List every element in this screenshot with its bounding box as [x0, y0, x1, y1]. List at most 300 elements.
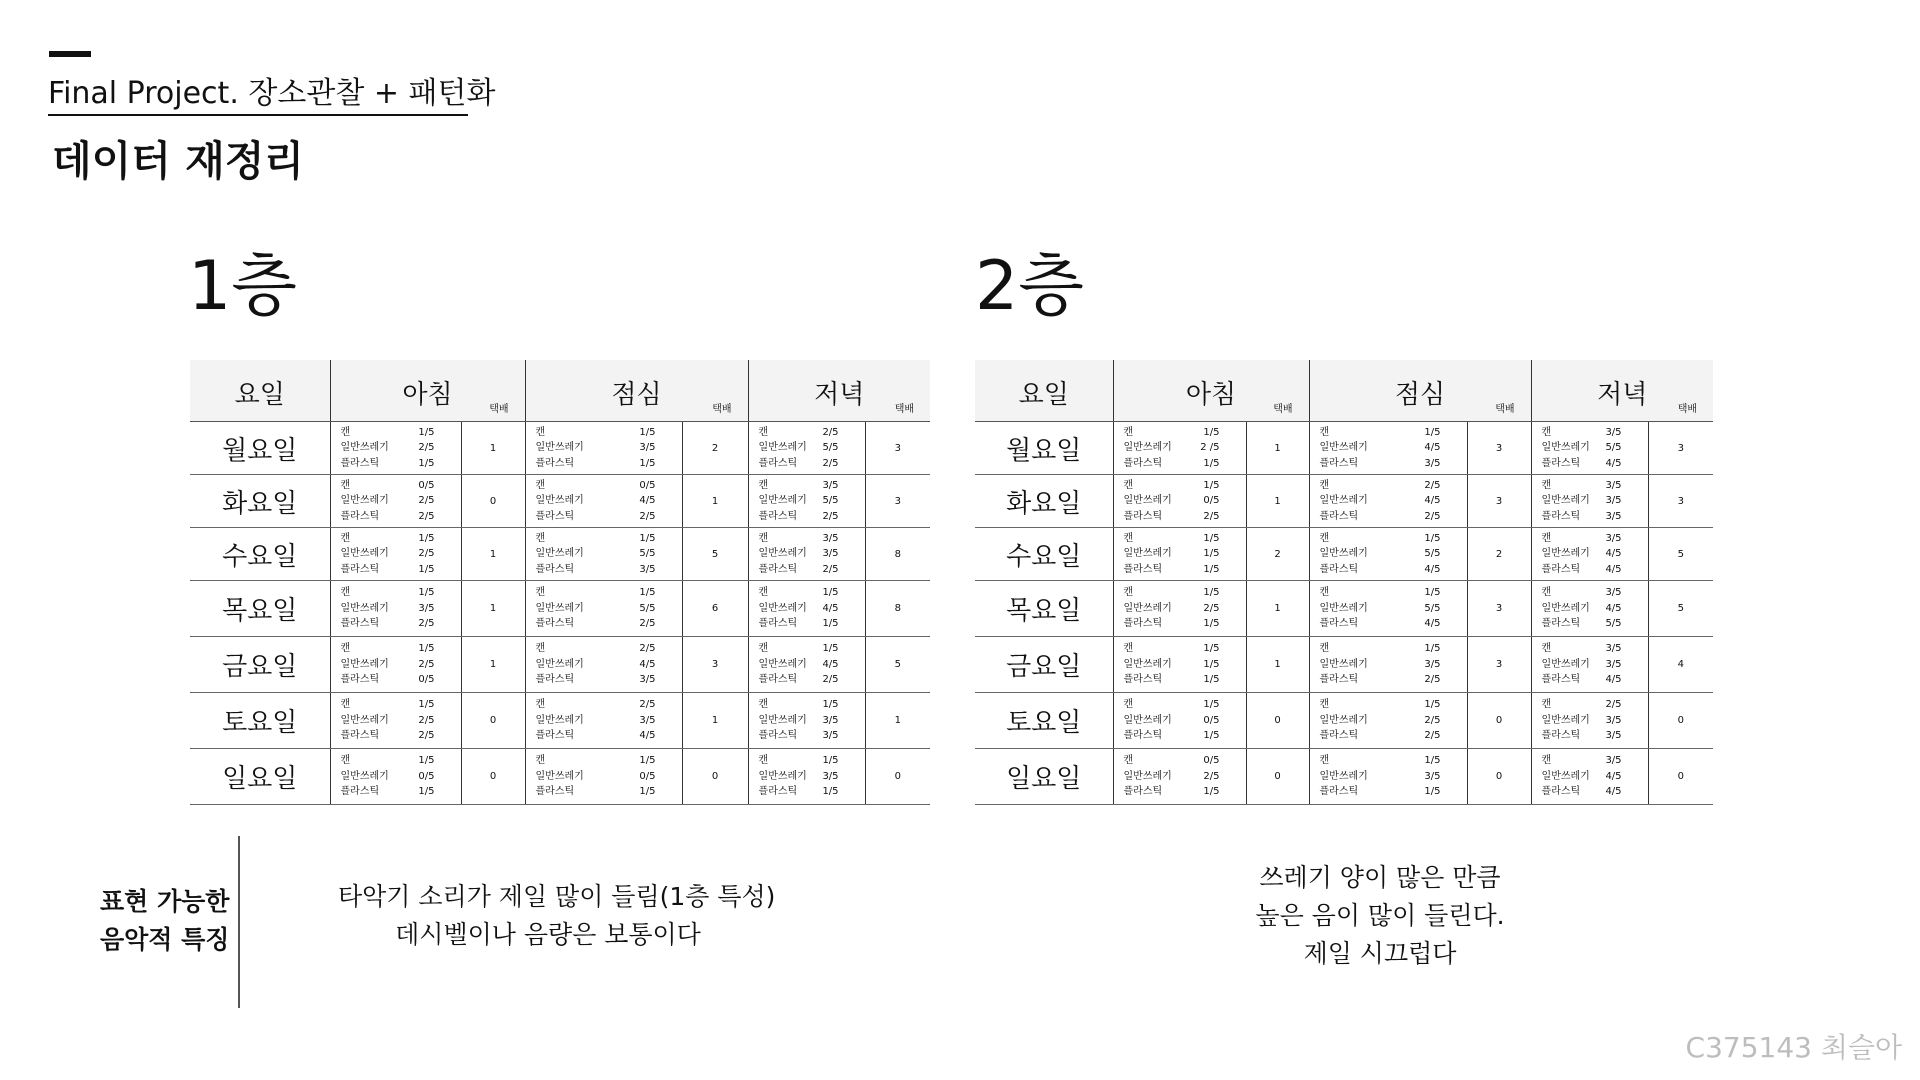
- table-row: [975, 422, 1713, 475]
- lunch-parcel-cell: 0: [1467, 749, 1531, 805]
- lunch-items-cell: [1309, 693, 1467, 749]
- waste-item-name: 일반쓰레기: [1541, 770, 1590, 782]
- waste-item-value: 4/5: [822, 602, 839, 614]
- waste-item: [1532, 478, 1648, 494]
- morning-parcel-cell: 0: [1246, 749, 1309, 805]
- waste-item: [1114, 697, 1246, 713]
- lunch-items-cell: [525, 637, 682, 693]
- waste-item-value: 2/5: [1424, 714, 1441, 726]
- morning-items-cell: [1113, 637, 1246, 693]
- waste-item: [1114, 657, 1246, 673]
- waste-item-name: 캔: [1319, 755, 1330, 767]
- waste-item-value: 1/5: [639, 755, 656, 767]
- waste-item-name: 일반쓰레기: [1123, 714, 1172, 726]
- waste-item-value: 3/5: [418, 602, 435, 614]
- waste-item-value: 1/5: [418, 587, 435, 599]
- author-credit: C375143 최슬아: [1685, 1031, 1902, 1064]
- waste-item: [1532, 440, 1648, 456]
- waste-item-name: 플라스틱: [535, 457, 575, 469]
- table-row: [975, 581, 1713, 637]
- dinner-items-cell: [748, 637, 865, 693]
- waste-item: [526, 546, 682, 562]
- waste-item-name: 플라스틱: [1319, 730, 1359, 742]
- waste-item-value: 3/5: [1605, 510, 1622, 522]
- waste-item: [526, 493, 682, 509]
- floor2-table: [975, 360, 1713, 805]
- waste-item-name: 일반쓰레기: [535, 602, 584, 614]
- header-lunch: 점심 택배: [525, 360, 748, 422]
- waste-item-value: 4/5: [1424, 563, 1441, 575]
- waste-item: [1532, 425, 1648, 441]
- waste-item: [1114, 728, 1246, 744]
- waste-item-value: 3/5: [1605, 730, 1622, 742]
- lunch-parcel-cell: 3: [682, 637, 748, 693]
- waste-item-value: 1/5: [1203, 786, 1220, 798]
- waste-item-name: 일반쓰레기: [1319, 714, 1368, 726]
- waste-item-name: 일반쓰레기: [340, 770, 389, 782]
- waste-item: [749, 641, 865, 657]
- waste-item-name: 플라스틱: [535, 618, 575, 630]
- waste-item: [331, 531, 461, 547]
- morning-items-cell: [1113, 581, 1246, 637]
- waste-item-name: 캔: [758, 479, 769, 491]
- waste-item-value: 1/5: [639, 532, 656, 544]
- waste-item-name: 플라스틱: [1319, 457, 1359, 469]
- lunch-items-cell: [1309, 422, 1467, 475]
- dinner-parcel-cell: 5: [1648, 528, 1713, 581]
- morning-parcel-cell: 1: [1246, 581, 1309, 637]
- waste-item: [331, 478, 461, 494]
- dinner-parcel-cell: 4: [1648, 637, 1713, 693]
- waste-item-name: 캔: [1319, 699, 1330, 711]
- morning-parcel-cell: 1: [461, 637, 525, 693]
- waste-item-name: 플라스틱: [535, 510, 575, 522]
- waste-item-value: 1/5: [1203, 479, 1220, 491]
- waste-item: [526, 425, 682, 441]
- waste-item-value: 3/5: [822, 730, 839, 742]
- day-cell: 금요일: [190, 637, 330, 693]
- waste-item-value: 1/5: [1203, 643, 1220, 655]
- features-label: [100, 883, 229, 959]
- waste-item-name: 캔: [758, 755, 769, 767]
- dinner-items-cell: [1531, 422, 1648, 475]
- lunch-parcel-cell: 3: [1467, 422, 1531, 475]
- waste-item-name: 플라스틱: [1541, 730, 1581, 742]
- waste-item-name: 플라스틱: [1319, 618, 1359, 630]
- waste-item-name: 캔: [758, 587, 769, 599]
- waste-item-name: 일반쓰레기: [1123, 658, 1172, 670]
- waste-item: [1310, 672, 1467, 688]
- waste-item: [749, 546, 865, 562]
- morning-items-cell: [330, 693, 461, 749]
- lunch-parcel-cell: 2: [682, 422, 748, 475]
- header-morning: 아침 택배: [330, 360, 525, 422]
- waste-item-name: 캔: [758, 699, 769, 711]
- morning-items-cell: [330, 637, 461, 693]
- dinner-items-cell: [1531, 528, 1648, 581]
- floor1-note-line1: 타악기 소리가 제일 많이 들림(1층 특성): [338, 882, 776, 911]
- waste-item-name: 플라스틱: [340, 674, 380, 686]
- waste-item-name: 플라스틱: [1123, 786, 1163, 798]
- waste-item-value: 1/5: [822, 587, 839, 599]
- table-header-row: [190, 360, 930, 422]
- waste-item-name: 캔: [1319, 426, 1330, 438]
- waste-item: [1114, 478, 1246, 494]
- waste-item: [526, 769, 682, 785]
- waste-item: [1532, 697, 1648, 713]
- waste-item: [331, 509, 461, 525]
- waste-item-value: 2/5: [639, 618, 656, 630]
- waste-item-value: 1/5: [1424, 532, 1441, 544]
- waste-item-name: 캔: [340, 426, 351, 438]
- waste-item: [1310, 493, 1467, 509]
- waste-item-value: 2/5: [418, 510, 435, 522]
- waste-item-name: 일반쓰레기: [1319, 548, 1368, 560]
- waste-item: [1114, 641, 1246, 657]
- waste-item: [1114, 509, 1246, 525]
- dinner-parcel-cell: 5: [1648, 581, 1713, 637]
- waste-item: [749, 672, 865, 688]
- morning-parcel-cell: 1: [1246, 422, 1309, 475]
- waste-item-name: 일반쓰레기: [1541, 442, 1590, 454]
- waste-item-name: 일반쓰레기: [1123, 548, 1172, 560]
- waste-item: [526, 672, 682, 688]
- lunch-items-cell: [1309, 475, 1467, 528]
- waste-item-value: 1/5: [418, 457, 435, 469]
- waste-item-value: 4/5: [1605, 770, 1622, 782]
- waste-item: [1114, 585, 1246, 601]
- waste-item-name: 플라스틱: [1319, 563, 1359, 575]
- waste-item-value: 1/5: [418, 563, 435, 575]
- waste-item: [749, 478, 865, 494]
- dinner-items-cell: [1531, 693, 1648, 749]
- waste-item: [749, 509, 865, 525]
- waste-item-value: 5/5: [822, 442, 839, 454]
- dinner-items-cell: [748, 475, 865, 528]
- waste-item: [1310, 601, 1467, 617]
- waste-item-name: 일반쓰레기: [535, 658, 584, 670]
- waste-item-name: 캔: [1123, 479, 1134, 491]
- waste-item: [526, 601, 682, 617]
- waste-item-name: 일반쓰레기: [1319, 495, 1368, 507]
- dinner-parcel-cell: 3: [865, 422, 930, 475]
- waste-item-value: 1/5: [1203, 563, 1220, 575]
- dinner-items-cell: [1531, 581, 1648, 637]
- waste-item: [1532, 641, 1648, 657]
- waste-item: [1310, 784, 1467, 800]
- waste-item-value: 1/5: [822, 755, 839, 767]
- waste-item: [526, 456, 682, 472]
- morning-parcel-cell: 1: [1246, 637, 1309, 693]
- waste-item: [749, 713, 865, 729]
- waste-item-value: 1/5: [418, 755, 435, 767]
- waste-item: [1532, 657, 1648, 673]
- waste-item-value: 1/5: [822, 618, 839, 630]
- waste-item-value: 3/5: [639, 674, 656, 686]
- waste-item: [1532, 585, 1648, 601]
- waste-item-name: 일반쓰레기: [758, 714, 807, 726]
- morning-parcel-cell: 0: [461, 693, 525, 749]
- waste-item-name: 플라스틱: [1123, 563, 1163, 575]
- waste-item-value: 1/5: [1203, 426, 1220, 438]
- header-lunch: 점심 택배: [1309, 360, 1531, 422]
- waste-item-value: 2/5: [639, 643, 656, 655]
- waste-item: [1114, 616, 1246, 632]
- waste-item: [526, 440, 682, 456]
- waste-item-value: 1/5: [639, 457, 656, 469]
- waste-item-value: 2/5: [1424, 674, 1441, 686]
- lunch-items-cell: [525, 475, 682, 528]
- waste-item-name: 플라스틱: [1123, 674, 1163, 686]
- waste-item-value: 1/5: [1203, 730, 1220, 742]
- waste-item: [1114, 713, 1246, 729]
- waste-item-value: 3/5: [822, 548, 839, 560]
- waste-item-value: 4/5: [1424, 442, 1441, 454]
- waste-item-name: 일반쓰레기: [758, 442, 807, 454]
- waste-item-name: 플라스틱: [758, 730, 798, 742]
- waste-item-value: 3/5: [1605, 479, 1622, 491]
- waste-item-value: 1/5: [822, 643, 839, 655]
- waste-item: [1310, 546, 1467, 562]
- waste-item: [331, 456, 461, 472]
- morning-items-cell: [1113, 422, 1246, 475]
- floor2-note-line3: 제일 시끄럽다: [1303, 939, 1457, 968]
- waste-item: [1114, 672, 1246, 688]
- waste-item: [331, 672, 461, 688]
- waste-item-value: 3/5: [1605, 714, 1622, 726]
- lunch-parcel-cell: 3: [1467, 475, 1531, 528]
- header-dinner: 저녁 택배: [1531, 360, 1713, 422]
- table-row: [190, 475, 930, 528]
- waste-item-value: 1/5: [1424, 587, 1441, 599]
- table-row: [190, 422, 930, 475]
- waste-item-value: 4/5: [639, 658, 656, 670]
- waste-item: [526, 531, 682, 547]
- dinner-parcel-cell: 3: [1648, 422, 1713, 475]
- waste-item: [526, 728, 682, 744]
- waste-item-value: 3/5: [1605, 755, 1622, 767]
- waste-item-name: 캔: [1123, 532, 1134, 544]
- dinner-parcel-cell: 0: [1648, 693, 1713, 749]
- waste-item-name: 플라스틱: [758, 786, 798, 798]
- features-label-line1: 표현 가능한: [100, 887, 230, 916]
- waste-item-value: 2/5: [822, 674, 839, 686]
- waste-item: [1310, 697, 1467, 713]
- day-cell: 화요일: [975, 475, 1113, 528]
- waste-item: [1310, 509, 1467, 525]
- waste-item-value: 1/5: [418, 532, 435, 544]
- morning-items-cell: [1113, 475, 1246, 528]
- waste-item: [526, 616, 682, 632]
- waste-item-name: 플라스틱: [535, 674, 575, 686]
- lunch-parcel-cell: 2: [1467, 528, 1531, 581]
- waste-item: [1114, 753, 1246, 769]
- waste-item: [526, 657, 682, 673]
- waste-item-name: 일반쓰레기: [1123, 442, 1172, 454]
- lunch-items-cell: [525, 422, 682, 475]
- morning-parcel-cell: 0: [461, 475, 525, 528]
- waste-item-value: 4/5: [1605, 563, 1622, 575]
- lunch-parcel-cell: 1: [682, 693, 748, 749]
- waste-item-name: 플라스틱: [758, 674, 798, 686]
- waste-item: [1532, 769, 1648, 785]
- waste-item-value: 3/5: [1424, 658, 1441, 670]
- waste-item-name: 일반쓰레기: [340, 658, 389, 670]
- waste-item-value: 4/5: [639, 495, 656, 507]
- waste-item: [1532, 713, 1648, 729]
- day-cell: 수요일: [190, 528, 330, 581]
- waste-item-value: 4/5: [822, 658, 839, 670]
- waste-item-value: 2 /5: [1200, 442, 1220, 454]
- floor2-note-line2: 높은 음이 많이 들린다.: [1255, 901, 1505, 930]
- waste-item-value: 4/5: [639, 730, 656, 742]
- waste-item-name: 일반쓰레기: [1123, 495, 1172, 507]
- waste-item: [1310, 728, 1467, 744]
- dinner-parcel-cell: 8: [865, 528, 930, 581]
- waste-item: [749, 601, 865, 617]
- waste-item-name: 캔: [758, 426, 769, 438]
- features-label-line2: 음악적 특징: [100, 925, 230, 954]
- waste-item-value: 1/5: [1203, 658, 1220, 670]
- morning-parcel-cell: 0: [461, 749, 525, 805]
- waste-item: [331, 616, 461, 632]
- waste-item-name: 일반쓰레기: [535, 770, 584, 782]
- waste-item: [331, 425, 461, 441]
- waste-item-name: 플라스틱: [758, 563, 798, 575]
- waste-item-value: 2/5: [639, 510, 656, 522]
- waste-item: [331, 601, 461, 617]
- lunch-parcel-cell: 3: [1467, 637, 1531, 693]
- morning-items-cell: [330, 422, 461, 475]
- lunch-items-cell: [525, 581, 682, 637]
- morning-parcel-cell: 2: [1246, 528, 1309, 581]
- waste-item-value: 5/5: [1424, 602, 1441, 614]
- waste-item-value: 4/5: [1605, 786, 1622, 798]
- waste-item: [1532, 562, 1648, 578]
- lunch-parcel-cell: 1: [682, 475, 748, 528]
- waste-item: [526, 713, 682, 729]
- waste-item-value: 1/5: [1203, 618, 1220, 630]
- waste-item-name: 캔: [1319, 479, 1330, 491]
- waste-item-name: 일반쓰레기: [758, 548, 807, 560]
- morning-parcel-cell: 1: [461, 581, 525, 637]
- waste-item-name: 캔: [1541, 699, 1552, 711]
- waste-item: [1310, 478, 1467, 494]
- waste-item: [749, 697, 865, 713]
- dinner-items-cell: [748, 693, 865, 749]
- dinner-parcel-cell: 3: [1648, 475, 1713, 528]
- waste-item-name: 일반쓰레기: [340, 714, 389, 726]
- morning-items-cell: [330, 749, 461, 805]
- waste-item-value: 3/5: [822, 532, 839, 544]
- waste-item-value: 1/5: [418, 786, 435, 798]
- table-row: [190, 528, 930, 581]
- waste-item-name: 캔: [340, 532, 351, 544]
- waste-item-name: 일반쓰레기: [535, 495, 584, 507]
- table-row: [975, 475, 1713, 528]
- waste-item-value: 5/5: [639, 548, 656, 560]
- lunch-parcel-cell: 5: [682, 528, 748, 581]
- dinner-items-cell: [748, 581, 865, 637]
- waste-item-name: 일반쓰레기: [535, 714, 584, 726]
- morning-items-cell: [330, 475, 461, 528]
- waste-item-name: 캔: [340, 643, 351, 655]
- waste-item-name: 플라스틱: [1541, 618, 1581, 630]
- waste-item-name: 캔: [1541, 587, 1552, 599]
- waste-item-name: 일반쓰레기: [758, 658, 807, 670]
- waste-item-value: 1/5: [1203, 587, 1220, 599]
- waste-item-name: 플라스틱: [1541, 457, 1581, 469]
- waste-item-value: 3/5: [822, 714, 839, 726]
- waste-item-value: 1/5: [1424, 643, 1441, 655]
- waste-item-value: 1/5: [1203, 548, 1220, 560]
- waste-item-name: 일반쓰레기: [1541, 495, 1590, 507]
- waste-item-name: 캔: [535, 426, 546, 438]
- waste-item: [1114, 769, 1246, 785]
- waste-item-name: 플라스틱: [535, 730, 575, 742]
- floor2-note: [1220, 859, 1540, 973]
- morning-items-cell: [1113, 749, 1246, 805]
- table-row: [190, 749, 930, 805]
- day-cell: 목요일: [975, 581, 1113, 637]
- waste-item: [749, 531, 865, 547]
- lunch-items-cell: [1309, 637, 1467, 693]
- waste-item: [1114, 440, 1246, 456]
- dinner-items-cell: [748, 749, 865, 805]
- waste-item-value: 1/5: [1203, 457, 1220, 469]
- dinner-parcel-cell: 0: [865, 749, 930, 805]
- waste-item-name: 일반쓰레기: [535, 442, 584, 454]
- waste-item: [1114, 531, 1246, 547]
- waste-item-name: 캔: [1123, 755, 1134, 767]
- waste-item-value: 0/5: [418, 479, 435, 491]
- waste-item: [331, 657, 461, 673]
- waste-item: [749, 440, 865, 456]
- waste-item-value: 5/5: [1424, 548, 1441, 560]
- waste-item-value: 1/5: [822, 786, 839, 798]
- waste-item: [749, 562, 865, 578]
- waste-item-name: 플라스틱: [1541, 674, 1581, 686]
- waste-item-name: 일반쓰레기: [1319, 602, 1368, 614]
- waste-item: [749, 585, 865, 601]
- waste-item-value: 3/5: [1605, 495, 1622, 507]
- waste-item: [1532, 456, 1648, 472]
- waste-item-value: 2/5: [822, 426, 839, 438]
- table-row: [975, 749, 1713, 805]
- page-title: 데이터 재정리: [52, 137, 304, 185]
- waste-item: [331, 562, 461, 578]
- waste-item: [526, 753, 682, 769]
- lunch-parcel-cell: 3: [1467, 581, 1531, 637]
- waste-item: [526, 562, 682, 578]
- lunch-items-cell: [525, 528, 682, 581]
- waste-item-name: 플라스틱: [758, 618, 798, 630]
- waste-item: [1532, 753, 1648, 769]
- waste-item: [526, 509, 682, 525]
- dinner-items-cell: [748, 422, 865, 475]
- waste-item-name: 캔: [1123, 587, 1134, 599]
- morning-items-cell: [330, 581, 461, 637]
- waste-item-value: 3/5: [822, 479, 839, 491]
- dinner-parcel-cell: 3: [865, 475, 930, 528]
- day-cell: 수요일: [975, 528, 1113, 581]
- waste-item-value: 1/5: [1203, 699, 1220, 711]
- waste-item: [526, 784, 682, 800]
- waste-item: [749, 657, 865, 673]
- waste-item-value: 1/5: [639, 426, 656, 438]
- waste-item-value: 0/5: [1203, 495, 1220, 507]
- waste-item-value: 5/5: [822, 495, 839, 507]
